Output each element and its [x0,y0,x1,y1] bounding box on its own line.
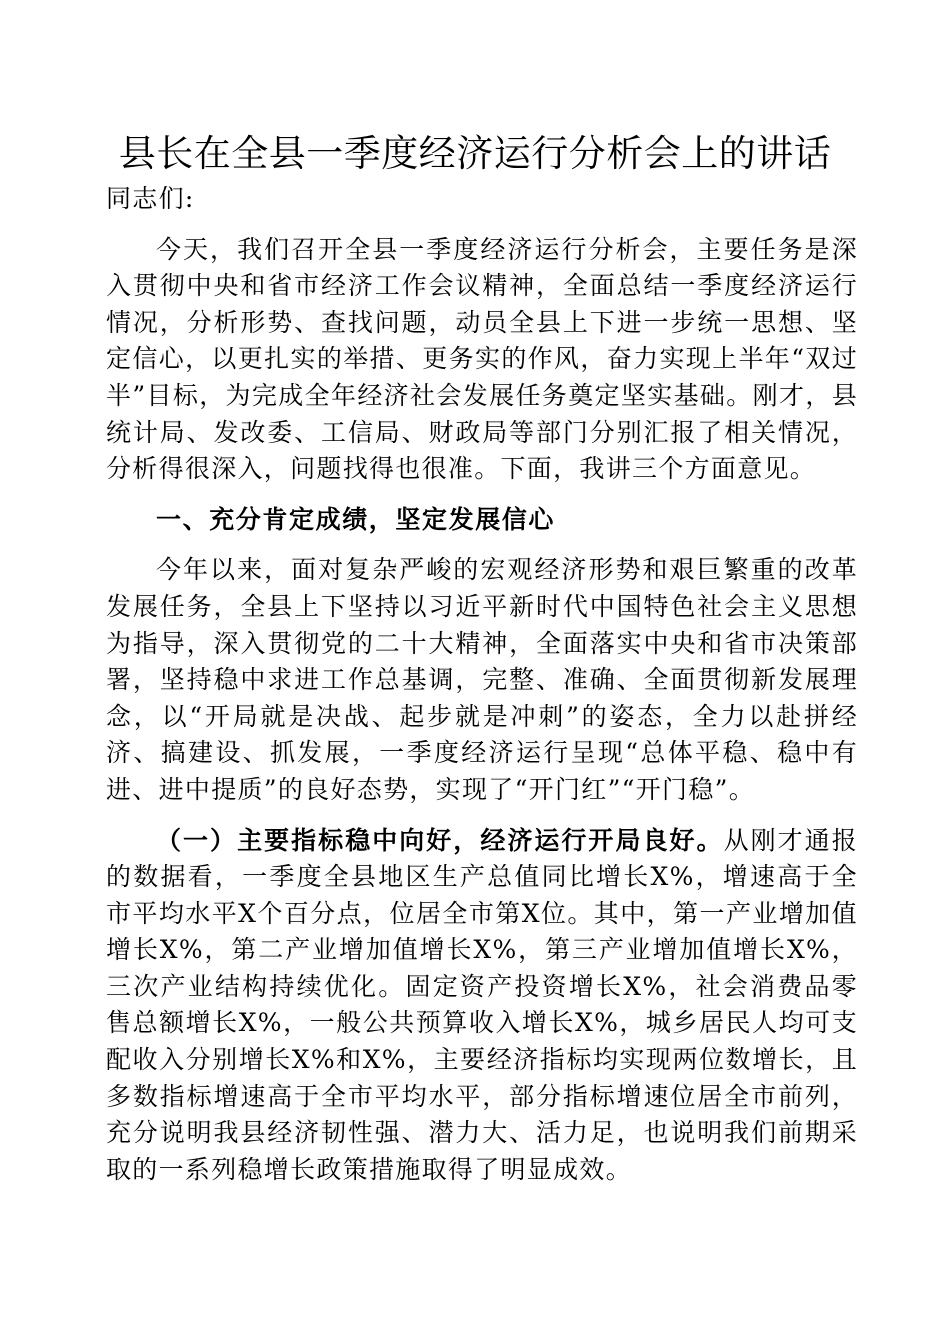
document-body [106,181,858,1188]
section-heading-1: 一、充分肯定成绩，坚定发展信心 [156,504,556,534]
salutation: 同志们: [106,184,195,213]
intro-paragraph: 今天，我们召开全县一季度经济运行分析会，主要任务是深入贯彻中央和省市经济工作会议精神，全面总结一季度经济运行情况，分析形势、查找问题，动员全县上下进一步统一思想、坚定信心，以更扎实的举措、更务实的作风，奋力实现上半年“双过半”目标，为完成全年经济社会发展任务奠定坚实基础。刚才，县统计局、发改委、工信局、财政局等部门分别汇报了相关情况，分析得很深入，问题找得也很准。下面，我讲三个方面意见。 [106,234,858,484]
document-title: 县长在全县一季度经济运行分析会上的讲话 [118,132,832,175]
subsection-1-text: 从刚才通报的数据看，一季度全县地区生产总值同比增长X%，增速高于全市平均水平X个百分点，位居全市第X位。其中，第一产业增加值增长X%，第二产业增加值增长X%，第三产业增加值增长X%，三次产业结构持续优化。固定资产投资增长X%，社会消费品零售总额增长X%，一般公共预算收入增长X%，城乡居民人均可支配收入分别增长X%和X%，主要经济指标均实现两位数增长，且多数指标增速高于全市平均水平，部分指标增速位居全市前列，充分说明我县经济韧性强、潜力大、活力足，也说明我们前期采取的一系列稳增长政策措施取得了明显成效。 [106,825,858,1184]
subsection-1-lead: （一）主要指标稳中向好，经济运行开局良好。 [156,825,724,855]
subsection-1-paragraph [106,823,858,1189]
section-1-paragraph: 今年以来，面对复杂严峻的宏观经济形势和艰巨繁重的改革发展任务，全县上下坚持以习近平新时代中国特色社会主义思想为指导，深入贯彻党的二十大精神，全面落实中央和省市决策部署，坚持稳中求进工作总基调，完整、准确、全面贯彻新发展理念，以“开局就是决战、起步就是冲刺”的姿态，全力以赴拼经济、搞建设、抓发展，一季度经济运行呈现“总体平稳、稳中有进、进中提质”的良好态势，实现了“开门红”“开门稳”。 [106,555,858,804]
